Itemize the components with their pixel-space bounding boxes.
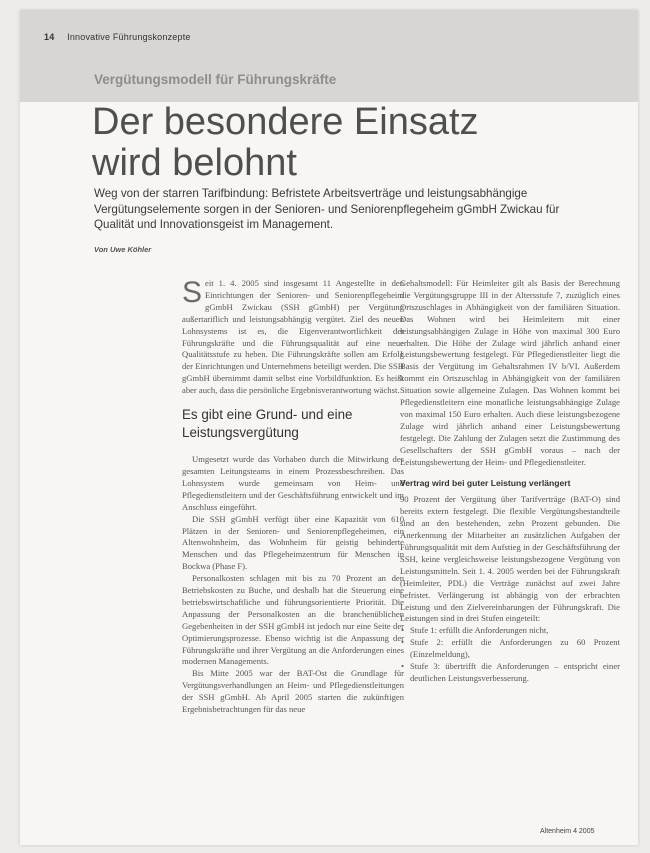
- text-column-1: [182, 278, 404, 716]
- body-paragraph: Umgesetzt wurde das Vorhaben durch die Mitwirkung des gesamten Leitungsteams in einem Prozessbeschreiben. Das Lohnsystem wurde gemeinsam von Heim- und Pflegedienstleitern und der Geschäftsführung entwickelt und im Anschluss eingeführt.: [182, 454, 404, 512]
- body-paragraph: Bis Mitte 2005 war der BAT-Ost die Grundlage für Vergütungsverhandlungen an Heim- und Pflegedienstleitungen der SSH gGmbH. Ab April 2005 starten die zukünftigen Ergebnisbetrachtungen für das neue: [182, 668, 404, 715]
- magazine-page: [20, 10, 638, 845]
- body-paragraph: Personalkosten schlagen mit bis zu 70 Prozent an den Betriebskosten zu Buche, und deshalb hat die Steuerung eine betriebswirtschaftliche und führungsorientierte Priorität. Die Anpassung der Personalkosten an die branchenüblichen Gegebenheiten in der SSH gGmbH ist jedoch nur eine Seite der Optimierungsprozesse. Ebenso wichtig ist die Anpassung der Führungskräfte und ihrer Vergütung an die Anforderungen eines modernen Managements.: [182, 573, 404, 667]
- headline-line-2: wird belohnt: [92, 142, 297, 184]
- body-paragraph: Die SSH gGmbH verfügt über eine Kapazität von 610 Plätzen in der Senioren- und Seniorenpflegeheimen, ein Altenwohnheim, das Wohnheim für geistig behinderte Menschen und das Pflegeheimzentrum für Menschen in Bockwa (Phase F).: [182, 513, 404, 572]
- intro-text: eit 1. 4. 2005 sind insgesamt 11 Angestellte in den Einrichtungen der Senioren- und Seniorenpflegeheim gGmbH Zwickau (SSH gGmbH) per Vergütung außertariflich und leistungsabhängig vergütet. Ziel des neuen Lohnsystems ist es, die Eigenverantwortlichkeit der Führungskräfte und die Führungsqualität auf eine neue Qualitätsstufe zu heben. Die Führungskräfte sollen am Erfolg der Einrichtungen und Unternehmens beteiligt werden. Die SSH gGmbH übernimmt damit selbst eine Vorbildfunktion. Es heißt aber auch, dass die persönliche Ergebnisverantwortung wächst.: [182, 278, 404, 396]
- header-band: [20, 10, 638, 102]
- subheading-grundvergutung: Es gibt eine Grund- und eine Leistungsvergütung: [182, 407, 353, 441]
- intro-paragraph: [182, 278, 404, 397]
- body-paragraph: Gehaltsmodell: Für Heimleiter gilt als Basis der Berechnung die Vergütungsgruppe III in der Altersstufe 7, zuzüglich eines Ortszuschlages in Abhängigkeit von der familiären Situation. Das Wohnen wird bei Heimleitern mit einer leistungsabhängigen Zulage in Höhe von maximal 300 Euro erhalten. Die Höhe der Zulage wird jährlich anhand einer Leistungsbewertung festgelegt. Für Pflegedienstleiter liegt die Basis der Vergütung im Gehaltsrahmen IV b/VI. Außerdem kommt ein Ortszuschlag in Abhängigkeit von der familiären Situation sowie allgemeine Zulagen. Das Wohnen kommt bei Pflegedienstleitern eine monatliche leistungsabhängige Zulage von maximal 150 Euro erhalten. Auch diese leistungsbezogene Zulage wird jährlich anhand einer Leistungsbewertung festgelegt. Die Zahlung der Zulagen setzt die Zustimmung des Gesellschafters der SSH gGmbH voraus – nach der Leistungsbewertung der Heim- und Pflegedienstleiter.: [400, 278, 620, 467]
- article-kicker: Vergütungsmodell für Führungskräfte: [94, 72, 337, 87]
- section-title: Innovative Führungskonzepte: [67, 32, 191, 42]
- article-byline: Von Uwe Köhler: [94, 245, 152, 254]
- list-item: • Stufe 2: erfüllt die Anforderungen zu 60 Prozent (Einzelmeldung),: [410, 637, 620, 661]
- page-footer: Altenheim 4 2005: [540, 828, 595, 835]
- article-headline: [92, 102, 612, 184]
- page-number: 14: [44, 32, 55, 42]
- text-column-2: [400, 278, 620, 685]
- list-item: • Stufe 1: erfüllt die Anforderungen nicht,: [410, 625, 620, 637]
- list-item: • Stufe 3: übertrifft die Anforderungen – entspricht einer deutlichen Leistungsverbesserung.: [410, 661, 620, 685]
- article-dek: Weg von der starren Tarifbindung: Befristete Arbeitsverträge und leistungsabhängige Vergütungselemente sorgen in der Senioren- und Seniorenpflegeheim gGmbH Zwickau für Qualität und Innovationsgeist im Management.: [94, 187, 560, 231]
- running-head: [44, 32, 191, 42]
- body-paragraph: 90 Prozent der Vergütung über Tarifverträge (BAT-O) sind bereits extern festgelegt. Die flexible Vergütungsbestandteile sind an den bestehenden, zehn Prozent gebunden. Die Anerkennung der Mitarbeiter an zusätzlichen Aufgaben der Führungsqualität mit dem Aufstieg in der Geschäftsführung der SSH, keine vergleichsweise leistungsbezogene Vergütung von Leistungsmitteln. Seit 1. 4. 2005 werden bei der Führungskraft (Heimleiter, PDL) die Verträge zunächst auf zwei Jahre befristet. Verlängerung ist abhängig von der erbrachten Leistung und den Zielvereinbarungen der Führungskraft. Die Leistungen sind in drei Stufen eingeteilt:: [400, 494, 620, 624]
- stufen-list: [400, 625, 620, 685]
- drop-cap: S: [182, 276, 203, 309]
- headline-line-1: Der besondere Einsatz: [92, 101, 479, 143]
- subheading-vertrag: Vertrag wird bei guter Leistung verlängert: [400, 477, 571, 488]
